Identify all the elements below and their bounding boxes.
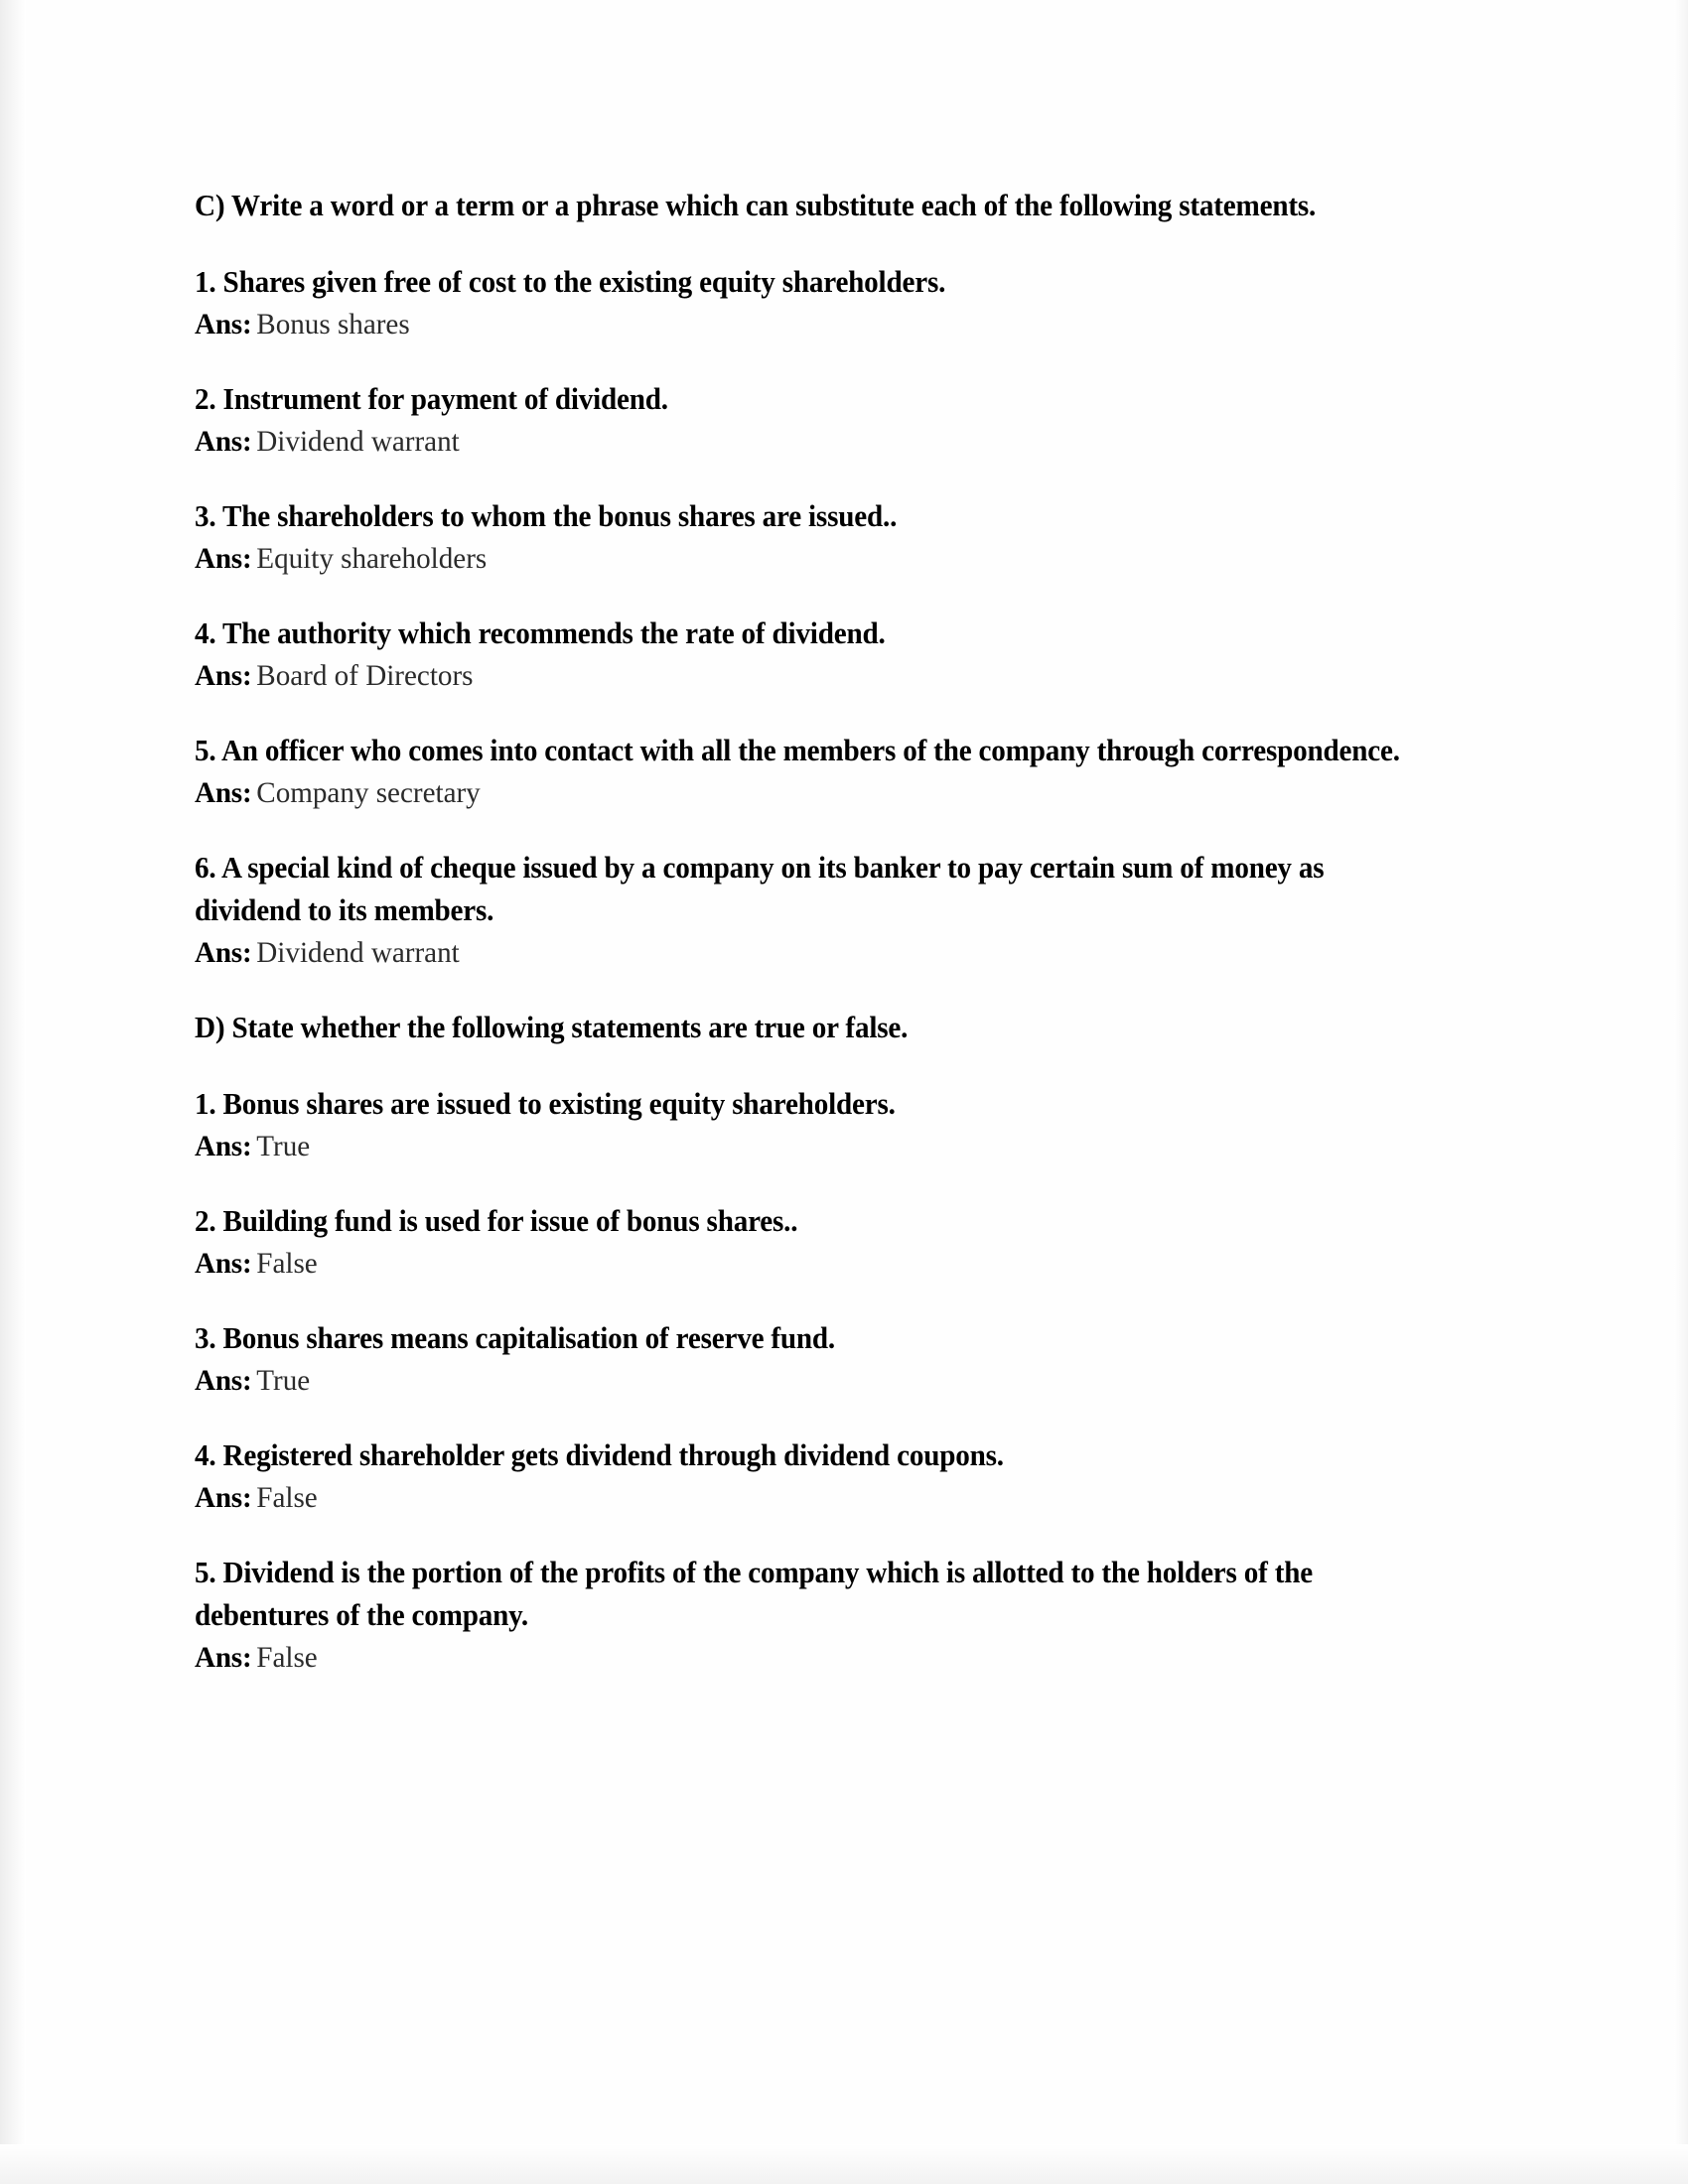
question-text: 1. Shares given free of cost to the existing equity shareholders.: [195, 265, 946, 299]
answer-line: [195, 655, 1447, 697]
answer-label: Ans:: [195, 1247, 252, 1280]
question-text: 6. A special kind of cheque issued by a company on its banker to pay certain sum of money as dividend to its members.: [195, 851, 1325, 927]
section-c-item-1: [195, 261, 1485, 345]
section-c-heading: C) Write a word or a term or a phrase which can substitute each of the following statements.: [195, 189, 1317, 222]
answer-line: [195, 1360, 1447, 1402]
section-d-item-4: [195, 1434, 1485, 1519]
section-c-item-4: [195, 613, 1485, 697]
answer-value: Board of Directors: [256, 659, 474, 692]
question-text: 3. The shareholders to whom the bonus shares are issued..: [195, 499, 898, 533]
answer-line: [195, 304, 1447, 345]
answer-value: Dividend warrant: [256, 936, 460, 969]
answer-label: Ans:: [195, 659, 252, 692]
answer-line: [195, 1637, 1447, 1679]
answer-value: True: [256, 1364, 311, 1397]
answer-line: [195, 538, 1447, 580]
section-d-item-5: [195, 1552, 1485, 1679]
answer-label: Ans:: [195, 1364, 252, 1397]
question-text: 2. Instrument for payment of dividend.: [195, 382, 668, 416]
answer-value: Company secretary: [256, 776, 481, 809]
answer-label: Ans:: [195, 1481, 252, 1514]
answer-label: Ans:: [195, 776, 252, 809]
answer-line: [195, 1477, 1447, 1519]
answer-value: False: [256, 1247, 318, 1280]
question-text: 4. Registered shareholder gets dividend through dividend coupons.: [195, 1438, 1004, 1472]
answer-line: [195, 772, 1447, 814]
answer-value: Bonus shares: [256, 308, 410, 341]
answer-value: True: [256, 1130, 311, 1162]
answer-label: Ans:: [195, 1130, 252, 1162]
section-c-item-3: [195, 495, 1485, 580]
scan-edge-shadow-right: [1674, 0, 1688, 2184]
answer-value: Equity shareholders: [256, 542, 488, 575]
answer-label: Ans:: [195, 425, 252, 458]
section-c-item-6: [195, 847, 1485, 974]
answer-label: Ans:: [195, 542, 252, 575]
question-text: 5. Dividend is the portion of the profits of the company which is allotted to the holders of the debentures of the company.: [195, 1556, 1314, 1632]
question-text: 3. Bonus shares means capitalisation of reserve fund.: [195, 1321, 836, 1355]
question-text: 2. Building fund is used for issue of bonus shares..: [195, 1204, 798, 1238]
document-body: [195, 185, 1485, 1679]
answer-value: False: [256, 1481, 318, 1514]
answer-line: [195, 1126, 1447, 1167]
answer-label: Ans:: [195, 936, 252, 969]
question-text: 5. An officer who comes into contact with all the members of the company through correspondence.: [195, 734, 1400, 767]
section-d-heading-block: [195, 1007, 1485, 1049]
section-c-heading-block: [195, 185, 1485, 227]
answer-value: Dividend warrant: [256, 425, 460, 458]
scan-edge-shadow-bottom: [0, 2144, 1688, 2184]
answer-line: [195, 421, 1447, 463]
answer-label: Ans:: [195, 308, 252, 341]
answer-line: [195, 1243, 1447, 1285]
section-d-item-2: [195, 1200, 1485, 1285]
section-d-item-3: [195, 1317, 1485, 1402]
scan-edge-shadow-left: [0, 0, 26, 2184]
answer-label: Ans:: [195, 1641, 252, 1674]
answer-line: [195, 932, 1447, 974]
section-d-heading: D) State whether the following statements are true or false.: [195, 1011, 909, 1044]
section-c-item-2: [195, 378, 1485, 463]
question-text: 4. The authority which recommends the rate of dividend.: [195, 616, 886, 650]
section-c-item-5: [195, 730, 1485, 814]
answer-value: False: [256, 1641, 318, 1674]
section-d-item-1: [195, 1083, 1485, 1167]
question-text: 1. Bonus shares are issued to existing equity shareholders.: [195, 1087, 896, 1121]
